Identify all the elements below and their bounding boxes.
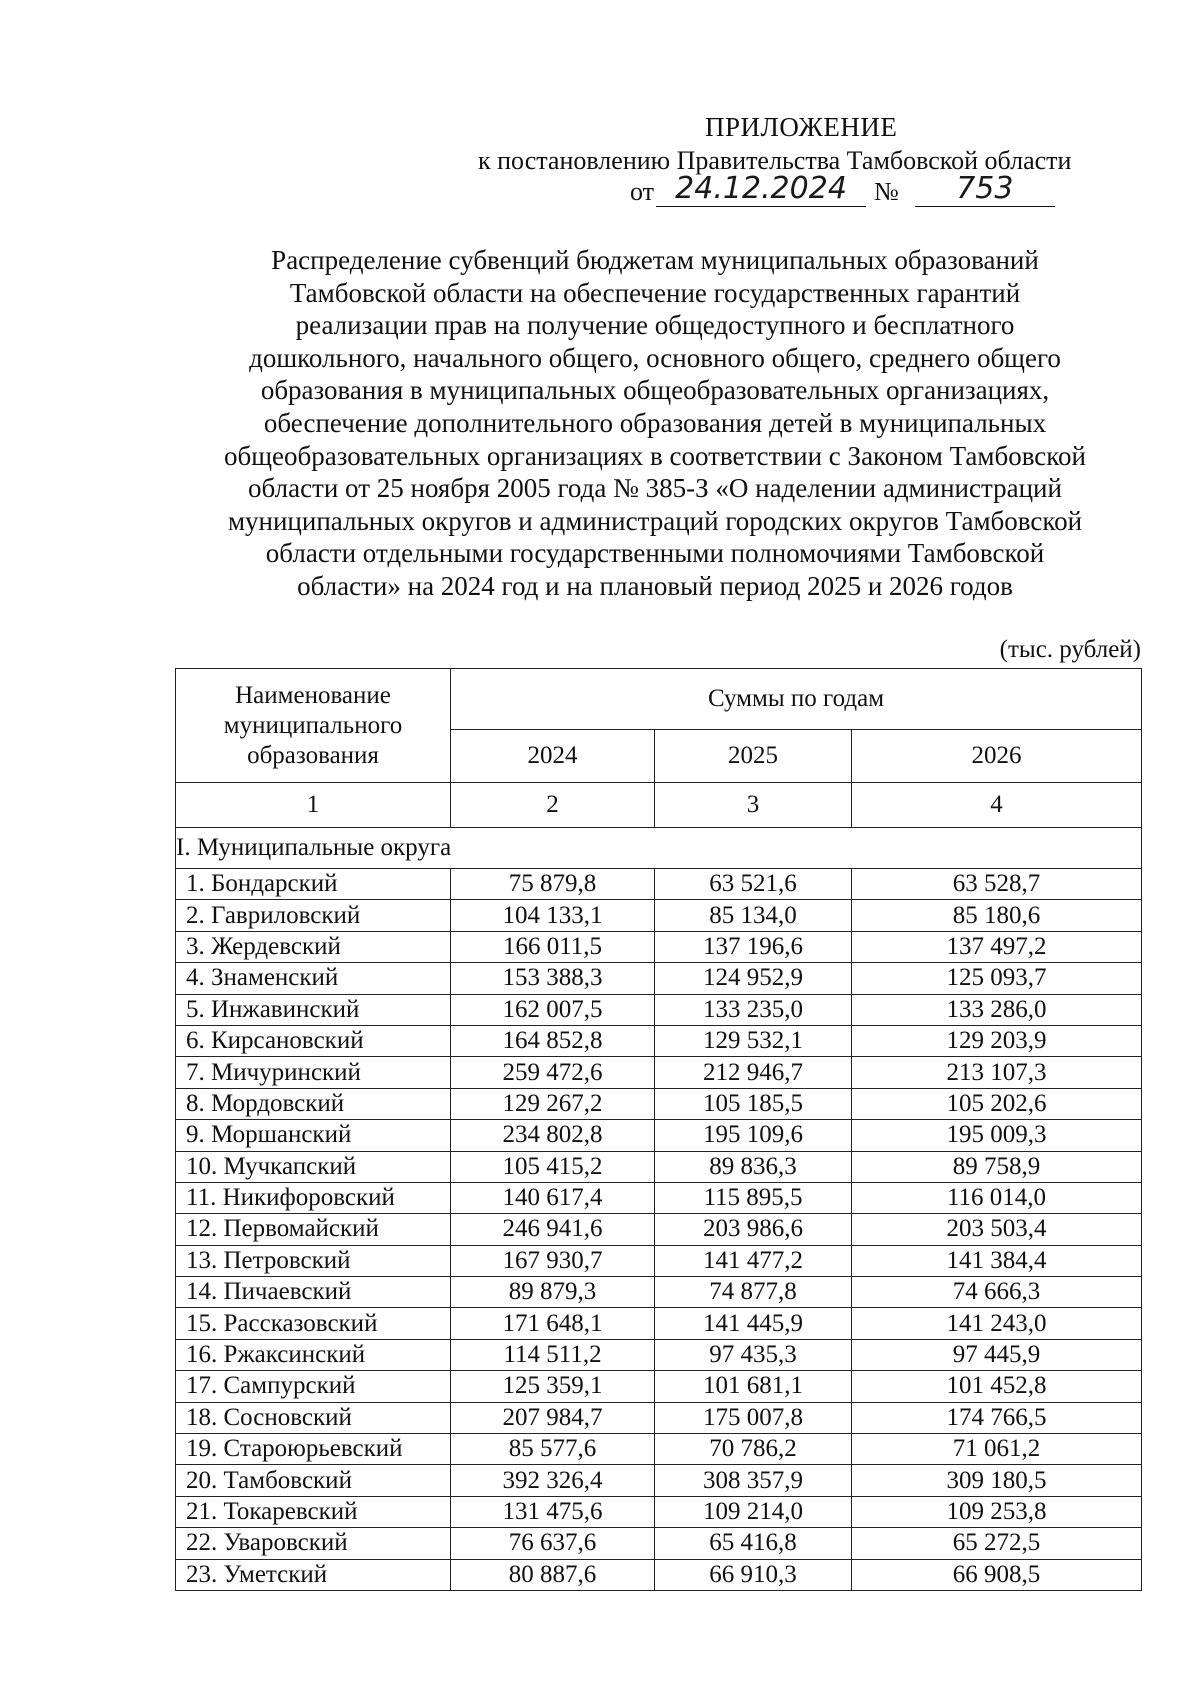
value-2026: 116 014,0 — [852, 1182, 1142, 1213]
column-header-year: 2024 — [451, 730, 655, 783]
column-header-sums: Суммы по годам — [451, 669, 1142, 730]
subsidy-table — [175, 668, 1142, 1591]
municipality-name: 8. Мордовский — [176, 1088, 451, 1119]
value-2025: 195 109,6 — [655, 1120, 852, 1151]
table-row — [176, 1088, 1142, 1119]
value-2024: 131 475,6 — [451, 1496, 655, 1527]
value-2024: 125 359,1 — [451, 1371, 655, 1402]
date-prefix: от — [630, 177, 655, 206]
table-row — [176, 1465, 1142, 1496]
value-2026: 97 445,9 — [852, 1339, 1142, 1370]
column-number: 2 — [451, 783, 655, 828]
value-2025: 141 445,9 — [655, 1308, 852, 1339]
value-2025: 63 521,6 — [655, 869, 852, 900]
municipality-name: 12. Первомайский — [176, 1214, 451, 1245]
table-row — [176, 869, 1142, 900]
document-title-line: обеспечение дополнительного образования детей в муниципальных — [263, 407, 1047, 438]
municipality-name: 16. Ржаксинский — [176, 1339, 451, 1370]
municipality-name: 10. Мучкапский — [176, 1151, 451, 1182]
value-2024: 392 326,4 — [451, 1465, 655, 1496]
section-row — [176, 828, 1142, 869]
column-header-year: 2025 — [655, 730, 852, 783]
municipality-name: 19. Староюрьевский — [176, 1434, 451, 1465]
value-2026: 133 286,0 — [852, 994, 1142, 1025]
value-2026: 101 452,8 — [852, 1371, 1142, 1402]
table-row — [176, 1151, 1142, 1182]
municipality-name: 18. Сосновский — [176, 1402, 451, 1433]
value-2024: 89 879,3 — [451, 1277, 655, 1308]
column-number: 1 — [176, 783, 451, 828]
municipality-name: 11. Никифоровский — [176, 1182, 451, 1213]
municipality-name: 2. Гавриловский — [176, 900, 451, 931]
table-row — [176, 963, 1142, 994]
municipality-name: 23. Уметский — [176, 1559, 451, 1590]
table-row — [176, 1402, 1142, 1433]
value-2026: 105 202,6 — [852, 1088, 1142, 1119]
value-2026: 74 666,3 — [852, 1277, 1142, 1308]
document-title-line: дошкольного, начального общего, основного общего, среднего общего — [249, 342, 1061, 373]
table-row — [176, 1371, 1142, 1402]
value-2024: 75 879,8 — [451, 869, 655, 900]
table-row — [176, 994, 1142, 1025]
value-2026: 137 497,2 — [852, 931, 1142, 962]
value-2024: 171 648,1 — [451, 1308, 655, 1339]
handwritten-date: 24.12.2024 — [656, 172, 866, 207]
units-label: (тыс. рублей) — [999, 636, 1141, 663]
column-numbers-row — [176, 783, 1142, 828]
value-2025: 89 836,3 — [655, 1151, 852, 1182]
value-2026: 71 061,2 — [852, 1434, 1142, 1465]
value-2026: 195 009,3 — [852, 1120, 1142, 1151]
value-2024: 129 267,2 — [451, 1088, 655, 1119]
table-row — [176, 931, 1142, 962]
table-row — [176, 1214, 1142, 1245]
document-title-line: области отдельными государственными полномочиями Тамбовской — [265, 538, 1045, 569]
value-2024: 234 802,8 — [451, 1120, 655, 1151]
value-2024: 80 887,6 — [451, 1559, 655, 1590]
value-2025: 97 435,3 — [655, 1339, 852, 1370]
value-2026: 89 758,9 — [852, 1151, 1142, 1182]
table-row — [176, 1434, 1142, 1465]
document-title-line: области» на 2024 год и на плановый период 2025 и 2026 годов — [297, 570, 1013, 601]
value-2025: 66 910,3 — [655, 1559, 852, 1590]
municipality-name: 1. Бондарский — [176, 869, 451, 900]
value-2024: 104 133,1 — [451, 900, 655, 931]
value-2026: 125 093,7 — [852, 963, 1142, 994]
table-row — [176, 1528, 1142, 1559]
table-row — [176, 1496, 1142, 1527]
municipality-name: 20. Тамбовский — [176, 1465, 451, 1496]
table-row — [176, 1277, 1142, 1308]
column-header-name: Наименование муниципального образования — [176, 669, 451, 783]
municipality-name: 9. Моршанский — [176, 1120, 451, 1151]
section-title: I. Муниципальные округа — [176, 828, 1142, 869]
appendix-subtitle: к постановлению Правительства Тамбовской области — [478, 146, 1072, 175]
municipality-name: 3. Жердевский — [176, 931, 451, 962]
table-row — [176, 1245, 1142, 1276]
column-number: 4 — [852, 783, 1142, 828]
municipality-name: 4. Знаменский — [176, 963, 451, 994]
value-2024: 167 930,7 — [451, 1245, 655, 1276]
document-title-line: Тамбовской области на обеспечение государственных гарантий — [289, 277, 1021, 308]
table-row — [176, 1182, 1142, 1213]
document-title-line: области от 25 ноября 2005 года № 385-З «О наделении администраций — [248, 473, 1062, 504]
value-2024: 114 511,2 — [451, 1339, 655, 1370]
value-2025: 74 877,8 — [655, 1277, 852, 1308]
value-2024: 259 472,6 — [451, 1057, 655, 1088]
value-2026: 65 272,5 — [852, 1528, 1142, 1559]
value-2026: 309 180,5 — [852, 1465, 1142, 1496]
value-2026: 213 107,3 — [852, 1057, 1142, 1088]
value-2024: 153 388,3 — [451, 963, 655, 994]
document-title — [160, 244, 1150, 603]
municipality-name: 6. Кирсановский — [176, 1025, 451, 1056]
number-sign: № — [874, 177, 899, 206]
column-header-year: 2026 — [852, 730, 1142, 783]
value-2025: 137 196,6 — [655, 931, 852, 962]
table-row — [176, 1057, 1142, 1088]
appendix-title: ПРИЛОЖЕНИЕ — [705, 112, 898, 142]
value-2025: 203 986,6 — [655, 1214, 852, 1245]
value-2026: 85 180,6 — [852, 900, 1142, 931]
value-2024: 85 577,6 — [451, 1434, 655, 1465]
municipality-name: 21. Токаревский — [176, 1496, 451, 1527]
document-title-line: реализации прав на получение общедоступного и бесплатного — [295, 310, 1015, 341]
value-2026: 203 503,4 — [852, 1214, 1142, 1245]
municipality-name: 14. Пичаевский — [176, 1277, 451, 1308]
value-2025: 109 214,0 — [655, 1496, 852, 1527]
value-2025: 175 007,8 — [655, 1402, 852, 1433]
value-2025: 115 895,5 — [655, 1182, 852, 1213]
value-2026: 141 243,0 — [852, 1308, 1142, 1339]
handwritten-number: 753 — [915, 172, 1055, 207]
appendix-date-line — [630, 172, 1055, 207]
value-2026: 129 203,9 — [852, 1025, 1142, 1056]
municipality-name: 7. Мичуринский — [176, 1057, 451, 1088]
value-2026: 109 253,8 — [852, 1496, 1142, 1527]
value-2026: 66 908,5 — [852, 1559, 1142, 1590]
value-2024: 164 852,8 — [451, 1025, 655, 1056]
municipality-name: 13. Петровский — [176, 1245, 451, 1276]
value-2024: 105 415,2 — [451, 1151, 655, 1182]
value-2025: 129 532,1 — [655, 1025, 852, 1056]
value-2024: 162 007,5 — [451, 994, 655, 1025]
value-2026: 141 384,4 — [852, 1245, 1142, 1276]
value-2026: 63 528,7 — [852, 869, 1142, 900]
table-row — [176, 1339, 1142, 1370]
value-2025: 70 786,2 — [655, 1434, 852, 1465]
value-2026: 174 766,5 — [852, 1402, 1142, 1433]
value-2024: 76 637,6 — [451, 1528, 655, 1559]
document-title-line: общеобразовательных организациях в соответствии с Законом Тамбовской — [224, 440, 1086, 471]
value-2025: 85 134,0 — [655, 900, 852, 931]
value-2025: 124 952,9 — [655, 963, 852, 994]
document-title-line: Распределение субвенций бюджетам муниципальных образований — [271, 245, 1039, 275]
value-2025: 65 416,8 — [655, 1528, 852, 1559]
value-2025: 212 946,7 — [655, 1057, 852, 1088]
value-2025: 133 235,0 — [655, 994, 852, 1025]
table-row — [176, 1559, 1142, 1590]
value-2025: 141 477,2 — [655, 1245, 852, 1276]
document-title-line: образования в муниципальных общеобразовательных организациях, — [260, 375, 1050, 406]
column-number: 3 — [655, 783, 852, 828]
document-title-line: муниципальных округов и администраций городских округов Тамбовской — [227, 505, 1083, 536]
value-2025: 105 185,5 — [655, 1088, 852, 1119]
municipality-name: 22. Уваровский — [176, 1528, 451, 1559]
table-row — [176, 900, 1142, 931]
table-row — [176, 1308, 1142, 1339]
table-row — [176, 1120, 1142, 1151]
value-2025: 308 357,9 — [655, 1465, 852, 1496]
value-2024: 207 984,7 — [451, 1402, 655, 1433]
value-2024: 246 941,6 — [451, 1214, 655, 1245]
municipality-name: 17. Сампурский — [176, 1371, 451, 1402]
municipality-name: 15. Рассказовский — [176, 1308, 451, 1339]
value-2024: 140 617,4 — [451, 1182, 655, 1213]
table-row — [176, 1025, 1142, 1056]
municipality-name: 5. Инжавинский — [176, 994, 451, 1025]
value-2024: 166 011,5 — [451, 931, 655, 962]
value-2025: 101 681,1 — [655, 1371, 852, 1402]
